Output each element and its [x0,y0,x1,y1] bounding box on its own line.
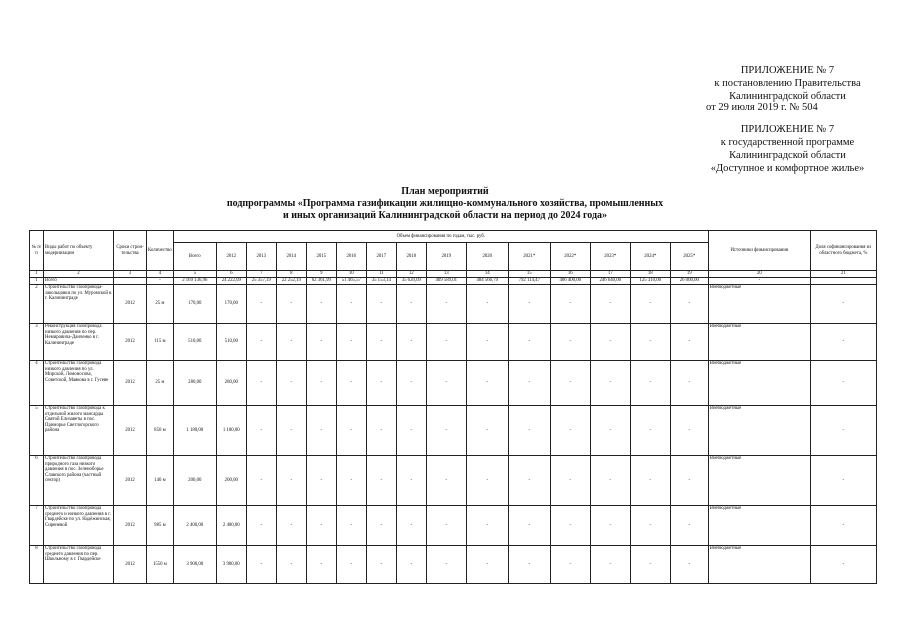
row-num: 2 [30,285,44,324]
row-value: 406 400,00 [550,278,590,285]
row-value: - [336,406,366,456]
row-value: - [590,361,630,406]
row-value: - [550,506,590,546]
row-value: - [508,506,550,546]
column-number: 1 [30,271,44,278]
row-value: - [246,361,276,406]
row-value: - [590,506,630,546]
row-value: 2 169 136,96 [173,278,216,285]
row-value: - [550,324,590,361]
header-qty: Количество [147,231,174,271]
row-term: 2012 [114,285,147,324]
row-term: 2012 [114,506,147,546]
column-number: 7 [246,271,276,278]
row-work: Реконструкция газопровода низкого давления по пер. Немировича-Данченко в г. Калининграде [44,324,114,361]
column-number: 4 [147,271,174,278]
row-work: Строительство газопровода к отдельной жилого мансарды Святой Елизаветы в пос. Приморье Светлогорского района [44,406,114,456]
row-source: Внебюджетные [708,546,810,584]
row-value: - [508,361,550,406]
row-value: - [366,361,396,406]
header-financing: Объем финансирования по годам, тыс. руб. [173,231,708,243]
row-value: - [466,406,508,456]
decree-date-number: от 29 июля 2019 г. № 504 [706,102,818,113]
plan-title [180,186,710,222]
row-value: - [630,506,670,546]
row-value: - [306,546,336,584]
header-year: 2018 [396,243,426,271]
column-number: 14 [466,271,508,278]
header-year: 2013 [246,243,276,271]
header-year: Всего [173,243,216,271]
row-share: - [810,361,876,406]
appendix-decree-line2: к постановлению Правительства [714,78,861,89]
header-year: 2017 [366,243,396,271]
row-value: 25 357,19 [246,278,276,285]
table-row [30,546,877,584]
row-value: - [366,324,396,361]
column-number: 21 [810,271,876,278]
appendix-header-program [700,123,875,175]
header-term: Сроки строи-тельства [114,231,147,271]
column-number: 3 [114,271,147,278]
row-source: Внебюджетные [708,324,810,361]
column-number: 6 [216,271,246,278]
row-value: - [550,406,590,456]
row-value: - [670,361,708,406]
header-year: 2023* [590,243,630,271]
row-qty: 25 м [147,361,174,406]
row-value: 26 000,00 [670,278,708,285]
row-value: 246 640,00 [590,278,630,285]
row-value: - [670,546,708,584]
table-row-total [30,278,877,285]
row-value: - [336,285,366,324]
row-work: Строительство газопровода среднего давления по пер. Школьному в г. Гвардейске [44,546,114,584]
row-value: - [276,456,306,506]
row-value: 3 900,00 [216,546,246,584]
header-source: Источники финансирования [708,231,810,271]
header-year: 2021* [508,243,550,271]
row-value: - [426,285,466,324]
table-row [30,324,877,361]
row-value: - [426,324,466,361]
row-value: - [508,285,550,324]
row-value: - [336,456,366,506]
row-value: - [590,456,630,506]
row-value: - [396,456,426,506]
header-year: 2015 [306,243,336,271]
header-share: Доля софинансирования из областного бюджета, % [810,231,876,271]
plan-title-line1: План мероприятий [401,186,489,197]
row-value: - [366,285,396,324]
header-year: 2020 [466,243,508,271]
row-value: - [306,506,336,546]
row-value: - [246,506,276,546]
row-value: 62 361,99 [306,278,336,285]
header-year: 2019 [426,243,466,271]
row-value: 200,00 [173,456,216,506]
row-qty: 985 м [147,506,174,546]
row-value: 1 180,00 [216,406,246,456]
row-value: - [466,546,508,584]
row-value: - [396,361,426,406]
row-value: 200,00 [216,456,246,506]
row-num: 4 [30,361,44,406]
column-number: 17 [590,271,630,278]
column-number: 11 [366,271,396,278]
row-value: - [426,406,466,456]
row-value: 125 310,00 [630,278,670,285]
appendix-decree-line3: Калининградской области [729,91,846,102]
header-num: № п/п [30,231,44,271]
table-row [30,285,877,324]
row-value: 35 620,09 [396,278,426,285]
row-num: 1 [30,278,44,285]
header-year: 2016 [336,243,366,271]
row-value: - [630,285,670,324]
row-value: - [336,506,366,546]
row-value: - [426,546,466,584]
row-value: 24 222,09 [216,278,246,285]
row-qty: 140 м [147,456,174,506]
row-value: - [466,456,508,506]
row-value: 484 566,79 [466,278,508,285]
row-value: - [590,406,630,456]
row-num: 5 [30,406,44,456]
row-work: Строительство газопровода природного газа низкого давления в пос. Зеленоборье Славского района (частный сектор) [44,456,114,506]
row-value: - [466,361,508,406]
header-year: 2024* [630,243,670,271]
row-value: - [508,324,550,361]
row-value: - [508,456,550,506]
row-share: - [810,456,876,506]
row-value: - [426,456,466,506]
row-source: Внебюджетные [708,456,810,506]
row-value: - [396,506,426,546]
row-source: Внебюджетные [708,406,810,456]
row-value: 3 900,00 [173,546,216,584]
row-value: - [590,285,630,324]
row-value: - [276,406,306,456]
row-num: 3 [30,324,44,361]
row-value: - [630,406,670,456]
row-term: 2012 [114,456,147,506]
row-source: - [708,278,810,285]
row-value: - [336,324,366,361]
header-year: 2022* [550,243,590,271]
row-value: - [630,456,670,506]
column-number: 9 [306,271,336,278]
row-source: Внебюджетные [708,285,810,324]
row-value: - [670,285,708,324]
row-value: - [550,456,590,506]
row-qty: 115 м [147,324,174,361]
row-value: - [670,506,708,546]
appendix-program-line2: к государственной программе [720,137,855,148]
row-value: - [366,546,396,584]
row-value: - [246,406,276,456]
row-value: - [466,506,508,546]
row-value: - [590,324,630,361]
row-value: - [366,506,396,546]
row-share [810,278,876,285]
row-num: 6 [30,456,44,506]
row-value: - [426,506,466,546]
plan-title-line2: подпрограммы «Программа газификации жилищно-коммунального хозяйства, промышленных [226,198,664,209]
appendix-decree-line1: ПРИЛОЖЕНИЕ № 7 [740,65,835,76]
row-value: - [366,456,396,506]
row-value: - [550,361,590,406]
row-source: Внебюджетные [708,361,810,406]
row-value: - [630,546,670,584]
row-value: - [276,285,306,324]
row-value: - [508,546,550,584]
column-number: 10 [336,271,366,278]
column-number: 12 [396,271,426,278]
row-value: 170,00 [173,285,216,324]
column-number: 19 [670,271,708,278]
row-share: - [810,506,876,546]
table-row [30,361,877,406]
row-value: - [396,324,426,361]
row-value: - [276,324,306,361]
row-qty: 850 м [147,406,174,456]
row-value: - [246,546,276,584]
row-value: 2 400,00 [216,506,246,546]
row-value: - [590,546,630,584]
row-qty: 1550 м [147,546,174,584]
row-source: Внебюджетные [708,506,810,546]
row-value: - [246,456,276,506]
row-value: 35 153,14 [366,278,396,285]
row-value: - [630,361,670,406]
row-value: - [426,361,466,406]
row-term: 2012 [114,361,147,406]
row-num: 8 [30,546,44,584]
row-term: 2012 [114,406,147,456]
row-value: 409 589,01 [426,278,466,285]
row-value: - [550,546,590,584]
column-number: 15 [508,271,550,278]
column-number: 5 [173,271,216,278]
row-value: - [306,361,336,406]
row-value: - [466,285,508,324]
row-value: - [276,546,306,584]
row-value: - [670,406,708,456]
table-row [30,456,877,506]
row-qty: 25 м [147,285,174,324]
appendix-program-line3: Калининградской области [729,150,846,161]
header-year: 2012 [216,243,246,271]
row-value: - [366,406,396,456]
column-number: 16 [550,271,590,278]
plan-table [29,230,877,584]
row-term [114,278,147,285]
row-value: 170,00 [216,285,246,324]
column-number: 20 [708,271,810,278]
column-number: 2 [44,271,114,278]
row-value: 22 252,19 [276,278,306,285]
row-value: - [396,546,426,584]
row-qty: - [147,278,174,285]
row-value: 280,00 [173,361,216,406]
row-value: - [246,285,276,324]
plan-title-line3: и иных организаций Калининградской области на период до 2024 года» [282,210,608,221]
row-value: - [336,546,366,584]
row-value: 792 114,47 [508,278,550,285]
row-value: - [508,406,550,456]
appendix-program-line1: ПРИЛОЖЕНИЕ № 7 [740,124,835,135]
row-value: - [396,285,426,324]
row-share: - [810,546,876,584]
row-share: - [810,324,876,361]
header-year: 2025* [670,243,708,271]
column-number: 18 [630,271,670,278]
row-share: - [810,285,876,324]
header-work: Виды работ по объекту модернизации [44,231,114,271]
row-value: - [396,406,426,456]
row-value: - [550,285,590,324]
row-work: Строительство газопровода низкого давления по ул. Мирской, Ломоносова, Советской, Маякова в г. Гусеве [44,361,114,406]
row-value: - [276,506,306,546]
column-number: 13 [426,271,466,278]
row-term: 2012 [114,324,147,361]
row-num: 7 [30,506,44,546]
row-value: - [336,361,366,406]
row-value: 510,00 [173,324,216,361]
row-work: Строительство газопровода-закольцовки по ул. Муромской в г. Калининграде [44,285,114,324]
table-row [30,506,877,546]
row-work: Строительство газопровода среднего и низкого давления в г. Гвардейске по ул. Надёжинская, Сиреневой [44,506,114,546]
header-year: 2014 [276,243,306,271]
row-value: - [670,456,708,506]
appendix-header-decree [700,64,875,103]
row-share: - [810,406,876,456]
row-value: - [246,324,276,361]
column-number: 8 [276,271,306,278]
row-value: - [306,456,336,506]
row-value: - [306,285,336,324]
row-value: 1 180,00 [173,406,216,456]
row-term: 2012 [114,546,147,584]
row-value: - [306,324,336,361]
row-value: 280,00 [216,361,246,406]
row-value: - [306,406,336,456]
row-work: Всего [44,278,114,285]
table-row [30,406,877,456]
row-value: 2 400,00 [173,506,216,546]
appendix-program-line4: «Доступное и комфортное жилье» [710,163,865,174]
row-value: - [670,324,708,361]
row-value: 510,00 [216,324,246,361]
row-value: - [276,361,306,406]
row-value: - [466,324,508,361]
row-value: - [630,324,670,361]
row-value: 51 465,57 [336,278,366,285]
